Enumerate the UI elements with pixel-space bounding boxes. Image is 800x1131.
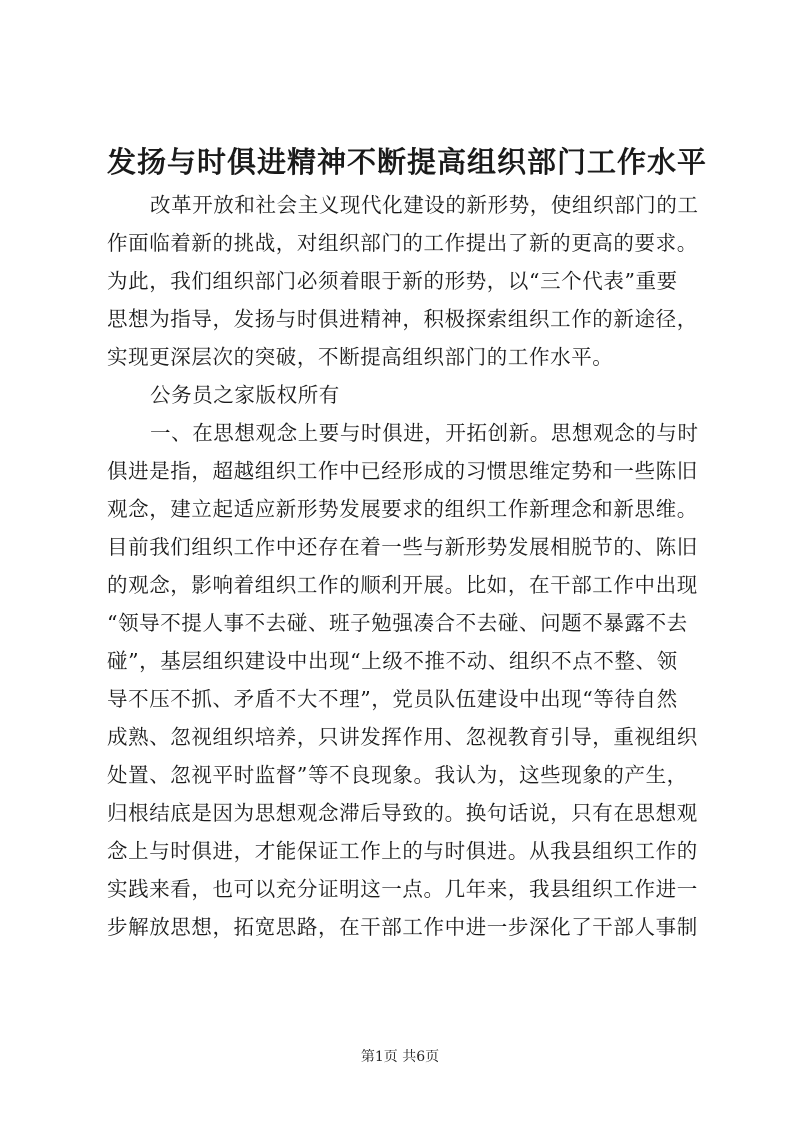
copyright-line: 公务员之家版权所有 (150, 383, 340, 407)
body-line: 归根结底是因为思想观念滞后导致的。换句话说，只有在思想观 (107, 801, 698, 825)
body-line: 实现更深层次的突破，不断提高组织部门的工作水平。 (107, 345, 614, 369)
body-line: 俱进是指，超越组织工作中已经形成的习惯思维定势和一些陈旧 (107, 459, 698, 483)
body-line: 改革开放和社会主义现代化建设的新形势，使组织部门的工 (150, 193, 699, 217)
body-line: 作面临着新的挑战，对组织部门的工作提出了新的更高的要求。 (107, 231, 698, 255)
page-number-footer: 第1页 共6页 (360, 1049, 440, 1065)
body-line: 处置、忽视平时监督”等不良现象。我认为，这些现象的产生， (107, 763, 688, 787)
body-line: 念上与时俱进，才能保证工作上的与时俱进。从我县组织工作的 (107, 839, 698, 863)
body-line: 观念，建立起适应新形势发展要求的组织工作新理念和新思维。 (107, 497, 698, 521)
document-body (107, 186, 707, 946)
body-line: “领导不提人事不去碰、班子勉强凑合不去碰、问题不暴露不去 (107, 611, 688, 635)
body-line: 导不压不抓、矛盾不大不理”，党员队伍建设中出现“等待自然 (107, 687, 678, 711)
body-line: 的观念，影响着组织工作的顺利开展。比如，在干部工作中出现 (107, 573, 698, 597)
document-title: 发扬与时俱进精神不断提高组织部门工作水平 (107, 145, 708, 179)
body-line: 碰”，基层组织建设中出现“上级不推不动、组织不点不整、领 (107, 649, 678, 673)
section-heading-line: 一、在思想观念上要与时俱进，开拓创新。思想观念的与时 (150, 421, 699, 445)
body-line: 实践来看，也可以充分证明这一点。几年来，我县组织工作进一 (107, 877, 698, 901)
body-line: 思想为指导，发扬与时俱进精神，积极探索组织工作的新途径， (107, 307, 698, 331)
body-line: 步解放思想，拓宽思路，在干部工作中进一步深化了干部人事制 (107, 915, 698, 939)
body-line: 目前我们组织工作中还存在着一些与新形势发展相脱节的、陈旧 (107, 535, 698, 559)
body-line: 为此，我们组织部门必须着眼于新的形势，以“三个代表”重要 (107, 269, 678, 293)
body-line: 成熟、忽视组织培养，只讲发挥作用、忽视教育引导，重视组织 (107, 725, 698, 749)
